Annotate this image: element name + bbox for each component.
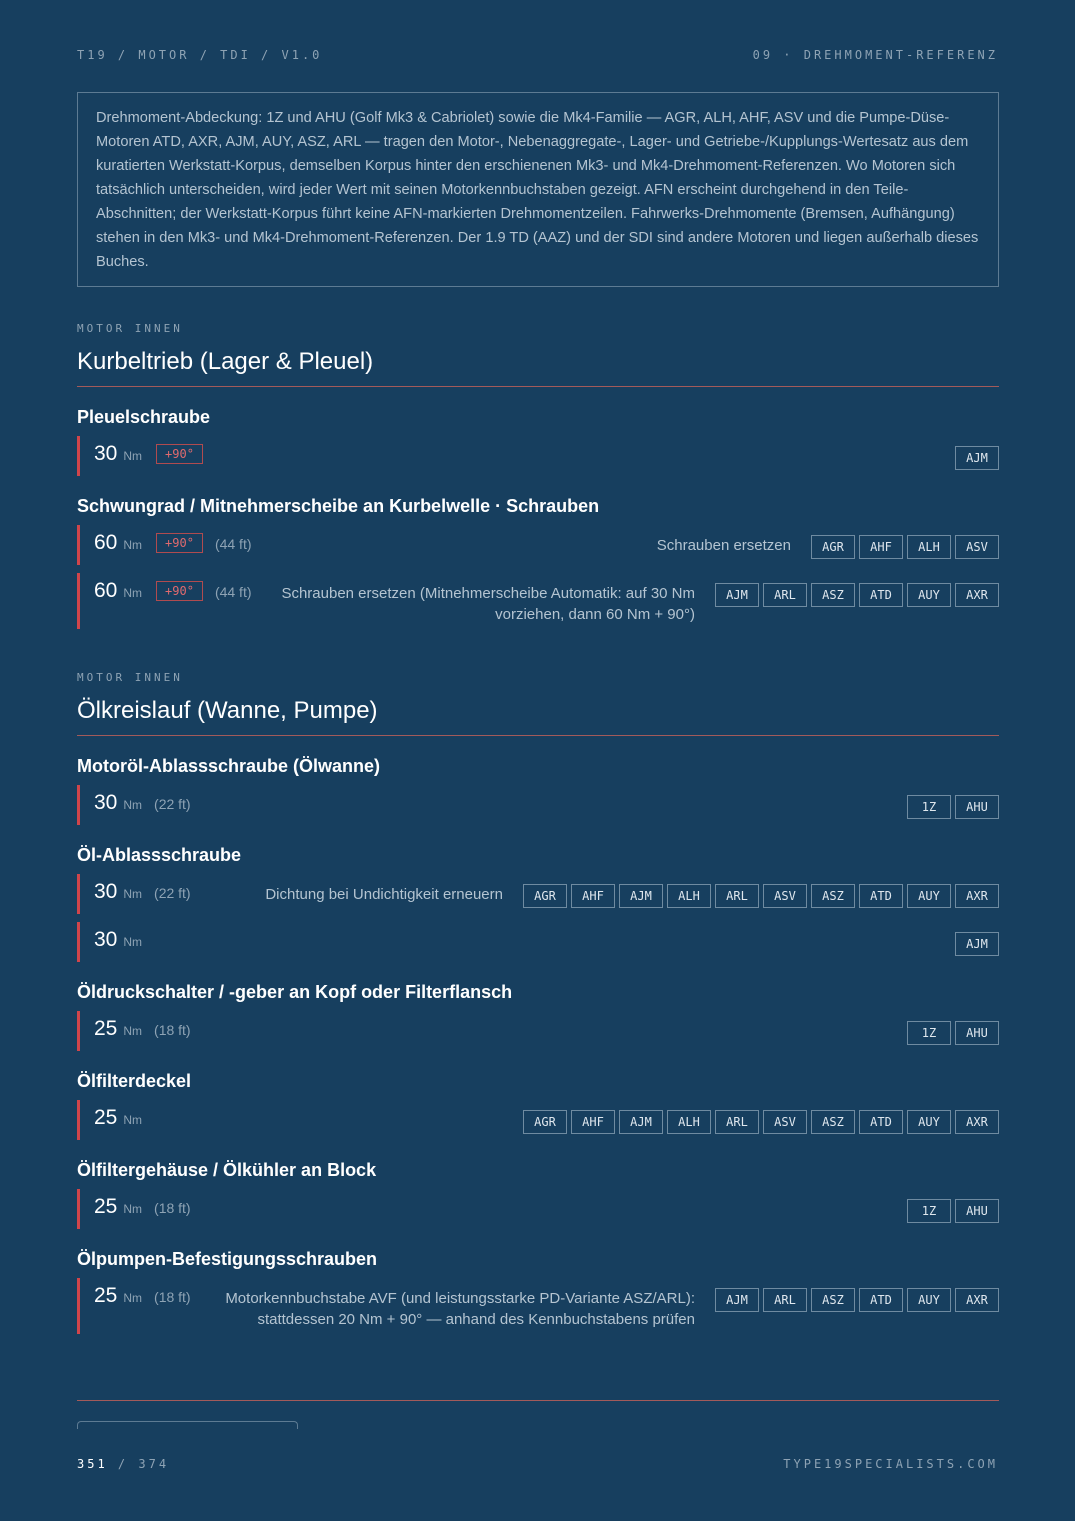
engine-code-tag: AXR (955, 1288, 999, 1312)
engine-codes (523, 1104, 999, 1134)
engine-code-tag: AJM (715, 583, 759, 607)
torque-unit: Nm (123, 1024, 143, 1038)
torque-section (77, 322, 999, 629)
torque-row (77, 525, 999, 565)
engine-code-tag: AUY (907, 1288, 951, 1312)
engine-code-tag: ATD (859, 1110, 903, 1134)
engine-code-tag: AXR (955, 884, 999, 908)
torque-value (94, 1015, 191, 1041)
engine-codes (907, 1193, 999, 1223)
torque-row (77, 1278, 999, 1334)
engine-code-tag: ARL (715, 1110, 759, 1134)
engine-code-tag: AJM (619, 1110, 663, 1134)
torque-row (77, 1011, 999, 1051)
engine-code-tag: ASZ (811, 884, 855, 908)
engine-code-tag: ALH (667, 1110, 711, 1134)
ft-lb-value: (44 ft) (214, 536, 252, 552)
engine-code-tag: AUY (907, 884, 951, 908)
engine-code-tag: AXR (955, 583, 999, 607)
intro-box (77, 92, 999, 287)
torque-number: 60 (94, 579, 118, 602)
engine-codes (907, 789, 999, 819)
torque-unit: Nm (123, 449, 143, 463)
torque-unit: Nm (123, 887, 143, 901)
site-url: TYPE19SPECIALISTS.COM (783, 1457, 998, 1471)
engine-codes (715, 577, 999, 607)
engine-code-tag: ASV (763, 1110, 807, 1134)
torque-note: Schrauben ersetzen (656, 537, 791, 554)
engine-code-tag: 1Z (907, 1021, 951, 1045)
engine-code-tag: AGR (523, 1110, 567, 1134)
bottom-divider (77, 1400, 999, 1401)
section-eyebrow: MOTOR INNEN (77, 671, 183, 684)
item-title: Schwungrad / Mitnehmerscheibe an Kurbelwelle · Schrauben (77, 496, 600, 516)
section-eyebrow: MOTOR INNEN (77, 322, 183, 335)
item-title: Ölpumpen-Befestigungsschrauben (77, 1249, 378, 1269)
item-title: Öl-Ablassschraube (77, 845, 242, 865)
torque-number: 60 (94, 531, 118, 554)
torque-unit: Nm (123, 935, 143, 949)
item-title: Öldruckschalter / -geber an Kopf oder Filterflansch (77, 982, 513, 1002)
page-footer (77, 1457, 998, 1471)
engine-code-tag: AHU (955, 1021, 999, 1045)
torque-value (94, 577, 252, 603)
torque-number: 30 (94, 880, 118, 903)
running-header (77, 48, 998, 62)
page-number: 351 / 374 (77, 1457, 170, 1471)
ft-lb-value: (44 ft) (214, 584, 252, 600)
torque-number: 30 (94, 442, 118, 465)
torque-row (77, 785, 999, 825)
section-title: Ölkreislauf (Wanne, Pumpe) (77, 697, 999, 736)
engine-code-tag: ASZ (811, 1110, 855, 1134)
torque-value (94, 440, 203, 466)
header-chapter: 09 · DREHMOMENT-REFERENZ (752, 48, 998, 62)
engine-code-tag: ASZ (811, 1288, 855, 1312)
section-title: Kurbeltrieb (Lager & Pleuel) (77, 348, 999, 387)
torque-row (77, 922, 999, 962)
ft-lb-value: (22 ft) (154, 885, 191, 901)
torque-value (94, 1282, 191, 1308)
engine-code-tag: AHF (859, 535, 903, 559)
engine-code-tag: AUY (907, 1110, 951, 1134)
item-title: Pleuelschraube (77, 407, 211, 427)
engine-code-tag: ATD (859, 884, 903, 908)
ft-lb-value: (18 ft) (154, 1022, 191, 1038)
engine-code-tag: AXR (955, 1110, 999, 1134)
engine-code-tag: AJM (619, 884, 663, 908)
engine-codes (715, 1282, 999, 1312)
engine-code-tag: 1Z (907, 795, 951, 819)
ft-lb-value: (22 ft) (154, 796, 191, 812)
header-breadcrumb: T19 / MOTOR / TDI / V1.0 (77, 48, 323, 62)
torque-unit: Nm (123, 1202, 143, 1216)
torque-number: 30 (94, 791, 118, 814)
angle-badge: +90° (156, 533, 203, 553)
intro-text: Drehmoment-Abdeckung: 1Z und AHU (Golf Mk3 & Cabriolet) sowie die Mk4-Familie — AGR, ALH, AHF, ASV und die Pumpe-Düse-Motoren ATD, AXR, AJM, AUY, ASZ, ARL — tragen den Motor-, Nebenaggregate-, Lager- und Getriebe-/Kupplungs-Wertesatz aus dem kuratierten Werkstatt-Korpus, demselben Korpus hinter den erschienenen Mk3- und Mk4-Drehmoment-Referenzen. Wo Motoren sich tatsächlich unterscheiden, wird jeder Wert mit seinen Motorkennbuchstaben gezeigt. AFN erscheint durchgehend in den Teile-Abschnitten; der Werkstatt-Korpus führt keine AFN-markierten Drehmomentzeilen. Fahrwerks-Drehmomente (Bremsen, Aufhängung) stehen in den Mk3- und Mk4-Drehmoment-Referenzen. Der 1.9 TD (AAZ) und der SDI sind andere Motoren und liegen außerhalb dieses Buches. (96, 110, 979, 270)
engine-code-tag: AHU (955, 1199, 999, 1223)
engine-code-tag: ATD (859, 1288, 903, 1312)
torque-value (94, 926, 142, 952)
item-title: Ölfilterdeckel (77, 1071, 192, 1091)
torque-unit: Nm (123, 1291, 143, 1305)
engine-codes (955, 926, 999, 956)
angle-badge: +90° (156, 444, 203, 464)
engine-code-tag: AJM (955, 446, 999, 470)
item-title: Ölfiltergehäuse / Ölkühler an Block (77, 1160, 377, 1180)
engine-code-tag: ARL (715, 884, 759, 908)
torque-note: Schrauben ersetzen (Mitnehmerscheibe Automatik: auf 30 Nm vorziehen, dann 60 Nm + 90°) (281, 585, 695, 623)
engine-codes (907, 1015, 999, 1045)
torque-row (77, 874, 999, 914)
torque-row (77, 1100, 999, 1140)
next-block-edge (77, 1421, 298, 1429)
engine-code-tag: AJM (715, 1288, 759, 1312)
engine-codes (811, 529, 999, 559)
torque-unit: Nm (123, 1113, 143, 1127)
torque-value (94, 1193, 191, 1219)
engine-code-tag: ASV (763, 884, 807, 908)
engine-code-tag: ASZ (811, 583, 855, 607)
engine-code-tag: ALH (907, 535, 951, 559)
torque-value (94, 1104, 142, 1130)
engine-code-tag: 1Z (907, 1199, 951, 1223)
engine-code-tag: AGR (811, 535, 855, 559)
torque-number: 25 (94, 1017, 118, 1040)
engine-code-tag: AGR (523, 884, 567, 908)
torque-row (77, 573, 999, 629)
engine-codes (955, 440, 999, 470)
angle-badge: +90° (156, 581, 203, 601)
torque-note: Motorkennbuchstabe AVF (und leistungsstarke PD-Variante ASZ/ARL): stattdessen 20 Nm + 90° — anhand des Kennbuchstabens prüfen (225, 1290, 695, 1328)
torque-value (94, 878, 191, 904)
torque-unit: Nm (123, 798, 143, 812)
torque-unit: Nm (123, 586, 143, 600)
engine-code-tag: AHF (571, 1110, 615, 1134)
engine-code-tag: ARL (763, 583, 807, 607)
torque-note: Dichtung bei Undichtigkeit erneuern (265, 886, 503, 903)
torque-section (77, 671, 999, 1334)
engine-code-tag: AHF (571, 884, 615, 908)
torque-row (77, 1189, 999, 1229)
torque-number: 25 (94, 1284, 118, 1307)
torque-unit: Nm (123, 538, 143, 552)
torque-value (94, 529, 252, 555)
torque-number: 30 (94, 928, 118, 951)
engine-code-tag: ALH (667, 884, 711, 908)
torque-content (77, 322, 999, 1342)
torque-number: 25 (94, 1195, 118, 1218)
engine-codes (523, 878, 999, 908)
torque-row (77, 436, 999, 476)
engine-code-tag: AUY (907, 583, 951, 607)
ft-lb-value: (18 ft) (154, 1289, 191, 1305)
engine-code-tag: AJM (955, 932, 999, 956)
engine-code-tag: AHU (955, 795, 999, 819)
engine-code-tag: ASV (955, 535, 999, 559)
ft-lb-value: (18 ft) (154, 1200, 191, 1216)
engine-code-tag: ARL (763, 1288, 807, 1312)
torque-number: 25 (94, 1106, 118, 1129)
torque-value (94, 789, 191, 815)
item-title: Motoröl-Ablassschraube (Ölwanne) (77, 756, 381, 776)
engine-code-tag: ATD (859, 583, 903, 607)
